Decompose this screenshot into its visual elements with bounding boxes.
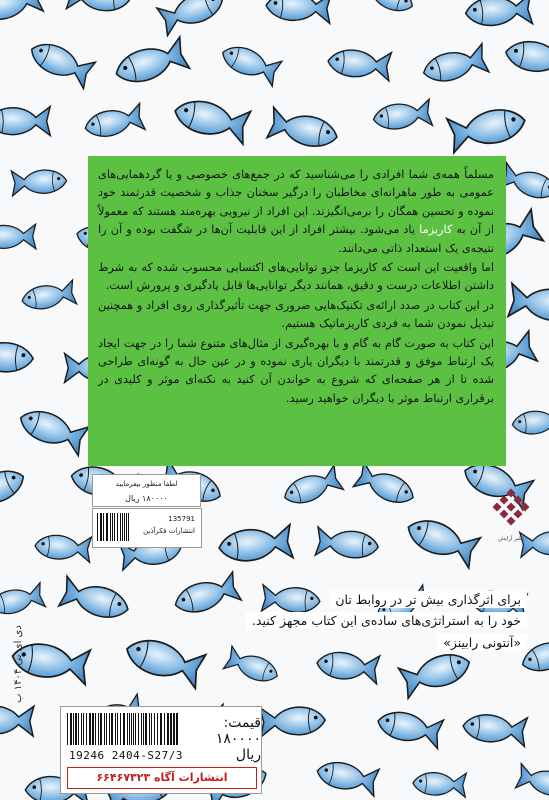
fish-icon [499,163,549,204]
blurb-paragraph [98,259,494,296]
barcode-bar [112,513,113,541]
fish-icon [327,47,392,81]
fish-icon [462,711,528,746]
barcode-bar [110,513,111,541]
barcode-bar [95,713,96,745]
fish-icon [315,649,379,684]
fish-icon [403,512,481,568]
fish-icon [0,463,29,517]
fish-icon [157,0,228,36]
barcode-bar [101,513,102,541]
barcode-bar [67,713,68,745]
publisher-logo-icon [493,487,529,541]
barcode-bar [106,713,107,745]
barcode-bar [109,713,110,745]
fish-icon [265,0,331,23]
barcode-bar [122,513,123,541]
price-note-label: لطفا منظور بپفرمایید [92,474,201,494]
fish-icon [66,0,131,14]
handwritten-note [8,618,34,710]
barcode-bar [114,513,115,541]
barcode-bar [100,713,102,745]
isbn-number: 19246 2404-S27/3 [69,749,183,762]
blurb-text: یاد می‌شود. بیشتر افراد از این قابلیت آن‌ها در شگفت بوده و آن را نتیجه‌ی یک استعداد ذاتی می‌دانند. [98,223,494,255]
publisher-logo-label: نشر آرایش [498,536,524,542]
barcode-bar [149,713,150,745]
bookshop-stamp: انتشارات آگاه ۶۶۴۶۷۳۲۳ [67,767,257,789]
barcode-bar [126,513,127,541]
blurb-paragraph [98,335,494,409]
barcode-bar [86,713,87,745]
fish-icon [398,647,474,698]
barcode-bar [104,713,105,745]
barcode-bar [127,713,128,745]
barcode-bar [73,713,74,745]
barcode-bar [70,713,72,745]
blurb-panel [88,156,506,466]
barcode-bar [120,713,121,745]
fish-icon [0,340,34,375]
fish-icon [375,707,444,749]
fish-icon [34,533,91,563]
barcode-bar [135,713,136,745]
fish-icon [59,576,132,624]
logo-block [493,502,502,511]
barcode-bar [157,713,158,745]
barcode-bar [120,513,121,541]
fish-icon [315,757,380,796]
fish-icon [447,103,528,152]
barcode-bar [164,713,165,745]
fish-icon [26,36,96,89]
logo-block [499,509,508,518]
logo-block [520,502,529,511]
fish-icon [122,632,206,688]
barcode-bar [151,713,152,745]
fish-icon [315,527,379,561]
barcode-bar [106,513,107,541]
barcode-bar [145,713,147,745]
barcode-bar [131,713,132,745]
blurb-text: در این کتاب در صدد ارائه‌ی تکنیک‌هایی ضروری جهت تأثیرگذاری روی افراد و همچنین تبدیل نمودن شما به فردی کاریزماتیک هستیم. [98,298,494,331]
logo-block [506,488,515,497]
blurb-paragraph [98,166,494,258]
blurb-keyword: کاریزما [419,223,453,237]
quote-author: «آنتونی رابینز» [437,634,527,651]
barcode-bar [141,713,142,745]
blurb-text: این کتاب به صورت گام به گام و با بهره‌گیری از مثال‌های متنوع شما را در جهت ایجاد یک ارتباط موفق و قدرتمند با دیگران یاری نموده و در عین حال به گونه‌ای طراحی شده تا از هر صفحه‌ای که شروع به خواندن آن کنید به نکته‌ای موثر و کلیدی در برقراری ارتباط موثر با دیگران خواهید رسید. [98,336,494,405]
barcode-bar [176,713,178,745]
barcode-bar [154,713,155,745]
fish-icon [353,462,418,510]
fish-icon [503,37,549,79]
fish-icon [0,224,36,249]
fish-icon [260,705,326,737]
fish-icon [171,572,241,619]
store-barcode-sticker [92,508,202,548]
barcode-bar [128,513,129,541]
fish-icon [218,525,294,565]
barcode-bar [143,713,144,745]
barcode-bar [115,713,116,745]
fish-icon [511,407,549,436]
fish-icon [223,646,281,687]
barcode-bar [167,713,169,745]
price-barcode-sticker [60,706,262,794]
barcode-bar [129,713,130,745]
fish-icon [0,0,43,25]
logo-block [506,516,515,525]
fish-icon [261,585,320,615]
fish-icon [508,283,549,325]
fish-icon [83,103,146,141]
quote-line-2: خود را به استراتژی‌های ساده‌ی این کتاب مجهز کنید. [246,612,527,629]
fish-icon [465,0,533,28]
blurb-text: مسلماً همه‌ی شما افرادی را می‌شناسید که در جمع‌های خصوصی و یا گردهمایی‌های عمومی به طور ماهرانه‌ای مخاطبان را درگیر سخنان جذاب و شخصیت قدرتمند خود نموده و تحسین همگان را برمی‌انگیزند. این افراد از نیرویی بهره‌مند هستند که معمولاً از آن به [98,168,494,237]
barcode-bar [103,513,104,541]
barcode-bar [160,713,162,745]
fish-icon [20,280,77,313]
fish-icon [0,107,50,136]
fish-icon [267,107,340,152]
quote-line-1: برای اثرگذاری بیش تر در روابط تان [329,591,527,608]
logo-block [506,502,515,511]
fish-icon [280,465,343,510]
fish-icon [218,40,282,86]
barcode-bar [138,713,139,745]
fish-icon [412,771,466,797]
price-note-amount: ۱۸۰۰۰۰ ریال [92,492,201,507]
fish-icon [356,0,417,18]
price-sticker-price: قیمت: ۱۸۰۰۰۰ ریال [215,715,261,763]
fish-icon [420,44,489,87]
barcode-bar [92,713,94,745]
blurb-text: اما واقعیت این است که کاریزما جزو توانایی‌های اکتسابی محسوب شده که به شرط داشتن اطلاعات درست و دقیق، همانند دیگر توانایی‌ها قابل یادگیری و پرورش است. [98,261,494,293]
logo-block [513,509,522,518]
barcode-bar [97,513,98,541]
fish-icon [516,764,549,800]
store-barcode [97,513,131,541]
barcode-bar [78,713,79,745]
barcode-bar [89,713,91,745]
fish-icon [372,99,433,132]
fish-icon [0,583,45,619]
barcode-bar [100,513,101,541]
barcode-bar [111,713,113,745]
barcode-bar [83,713,84,745]
barcode-bar [170,713,172,745]
barcode-bar [133,713,134,745]
barcode-bar [98,713,99,745]
fish-icon [11,168,67,196]
logo-block [513,495,522,504]
barcode-bar [117,713,118,745]
barcode-bar [117,513,118,541]
fish-icon [15,403,89,455]
blurb-paragraph [98,297,494,334]
logo-block [499,495,508,504]
price-barcode [67,713,187,745]
fish-icon [112,37,190,89]
barcode-bar [173,713,175,745]
store-code: 135791 [168,515,195,523]
fish-icon [171,94,250,144]
store-name: انتشارات فکرآذین [143,527,195,535]
barcode-bar [124,513,125,541]
handwritten-note-text: دی ای بی ۱۴۰۴ ب [13,625,24,703]
barcode-bar [81,713,82,745]
barcode-bar [123,713,125,745]
barcode-bar [75,713,77,745]
